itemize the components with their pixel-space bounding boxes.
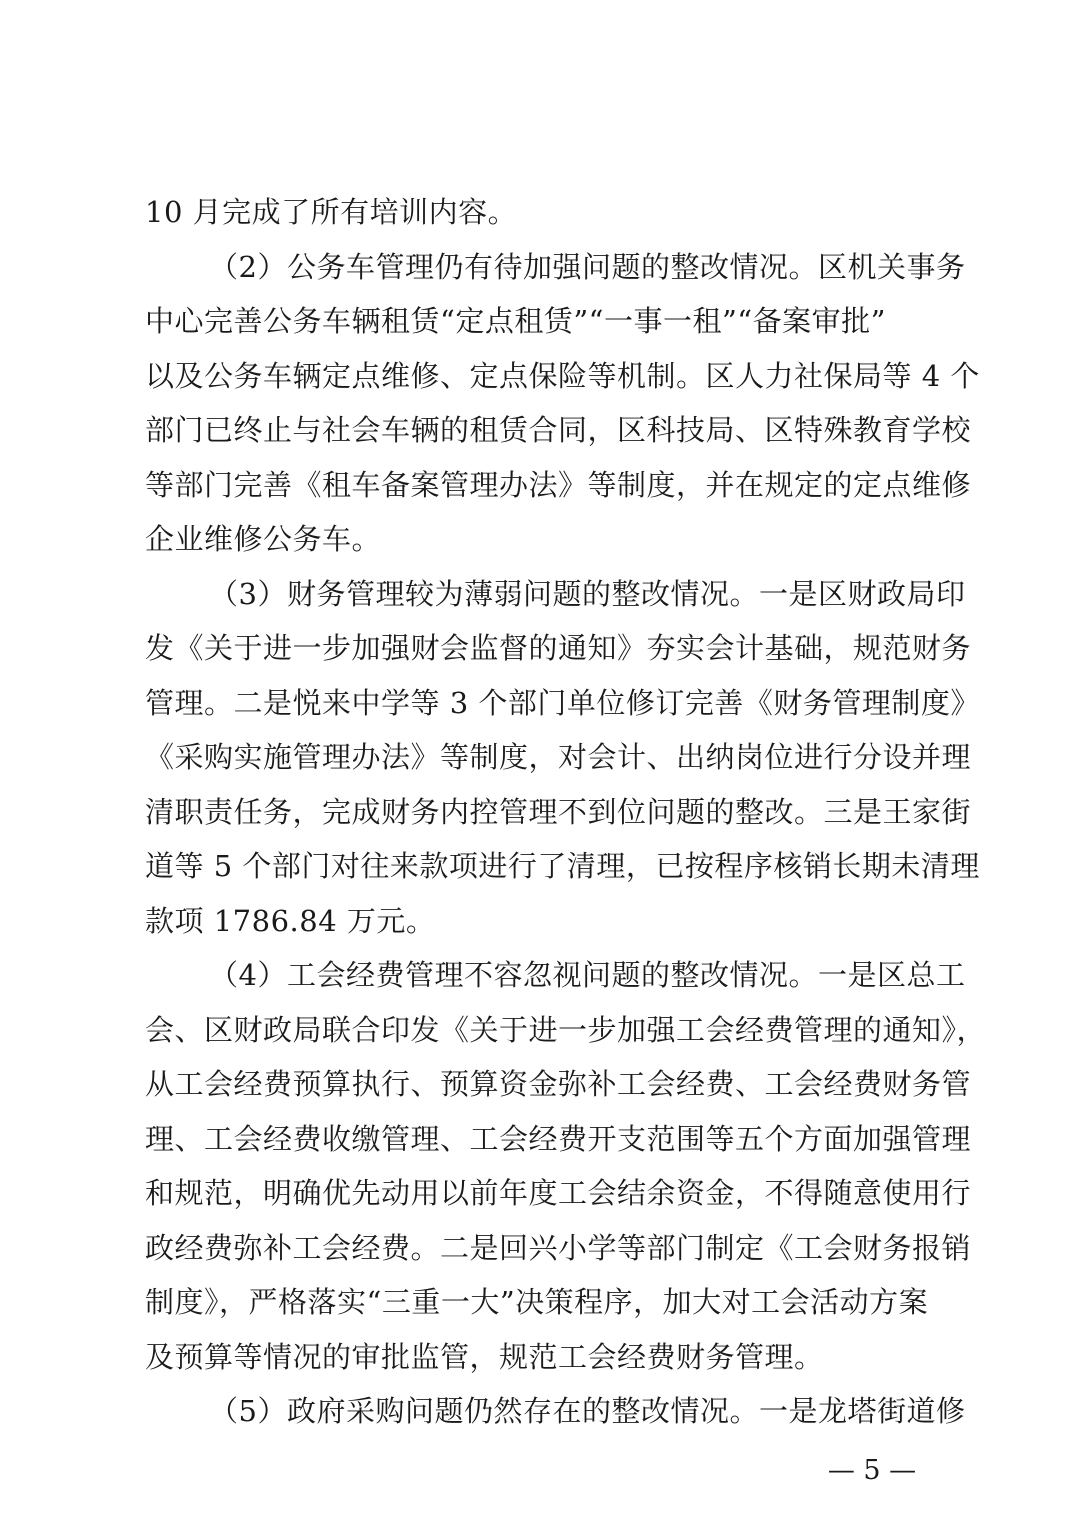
text-line: 清职责任务，完成财务内控管理不到位问题的整改。三是王家街 <box>145 794 972 829</box>
text-line: （2）公务车管理仍有待加强问题的整改情况。区机关事务 <box>209 249 966 284</box>
text-line: 企业维修公务车。 <box>145 522 382 556</box>
text-line: 会、区财政局联合印发《关于进一步加强工会经费管理的通知》， <box>145 1012 987 1047</box>
page-number: — 5 — <box>827 1455 917 1486</box>
text-line: 理、工会经费收缴管理、工会经费开支范围等五个方面加强管理 <box>145 1121 972 1156</box>
text-line: 制度》，严格落实“三重一大”决策程序，加大对工会活动方案 <box>145 1285 929 1319</box>
text-line: 以及公务车辆定点维修、定点保险等机制。区人力社保局等 4 个 <box>145 358 980 393</box>
text-line: 中心完善公务车辆租赁“定点租赁”“一事一租”“备案审批” <box>145 304 886 338</box>
text-line: 道等 5 个部门对往来款项进行了清理，已按程序核销长期未清理 <box>145 849 980 883</box>
text-line: （4）工会经费管理不容忽视问题的整改情况。一是区总工 <box>209 958 966 992</box>
text-line: 等部门完善《租车备案管理办法》等制度，并在规定的定点维修 <box>145 467 972 502</box>
document-body <box>145 185 987 1439</box>
text-line: 及预算等情况的审批监管，规范工会经费财务管理。 <box>145 1339 824 1374</box>
text-line: 和规范，明确优先动用以前年度工会结余资金，不得随意使用行 <box>145 1176 972 1210</box>
text-line: 部门已终止与社会车辆的租赁合同，区科技局、区特殊教育学校 <box>145 413 972 447</box>
text-line: 《采购实施管理办法》等制度，对会计、出纳岗位进行分设并理 <box>145 740 972 774</box>
text-line: 从工会经费预算执行、预算资金弥补工会经费、工会经费财务管 <box>145 1067 972 1101</box>
text-line: （5）政府采购问题仍然存在的整改情况。一是龙塔街道修 <box>209 1394 966 1428</box>
text-line: 10 月完成了所有培训内容。 <box>145 195 518 229</box>
text-line: 管理。二是悦来中学等 3 个部门单位修订完善《财务管理制度》 <box>145 685 980 720</box>
text-line: 政经费弥补工会经费。二是回兴小学等部门制定《工会财务报销 <box>145 1230 972 1265</box>
text-line: 发《关于进一步加强财会监督的通知》夯实会计基础，规范财务 <box>145 631 972 665</box>
text-line: （3）财务管理较为薄弱问题的整改情况。一是区财政局印 <box>209 576 966 611</box>
text-line: 款项 1786.84 万元。 <box>145 903 436 938</box>
